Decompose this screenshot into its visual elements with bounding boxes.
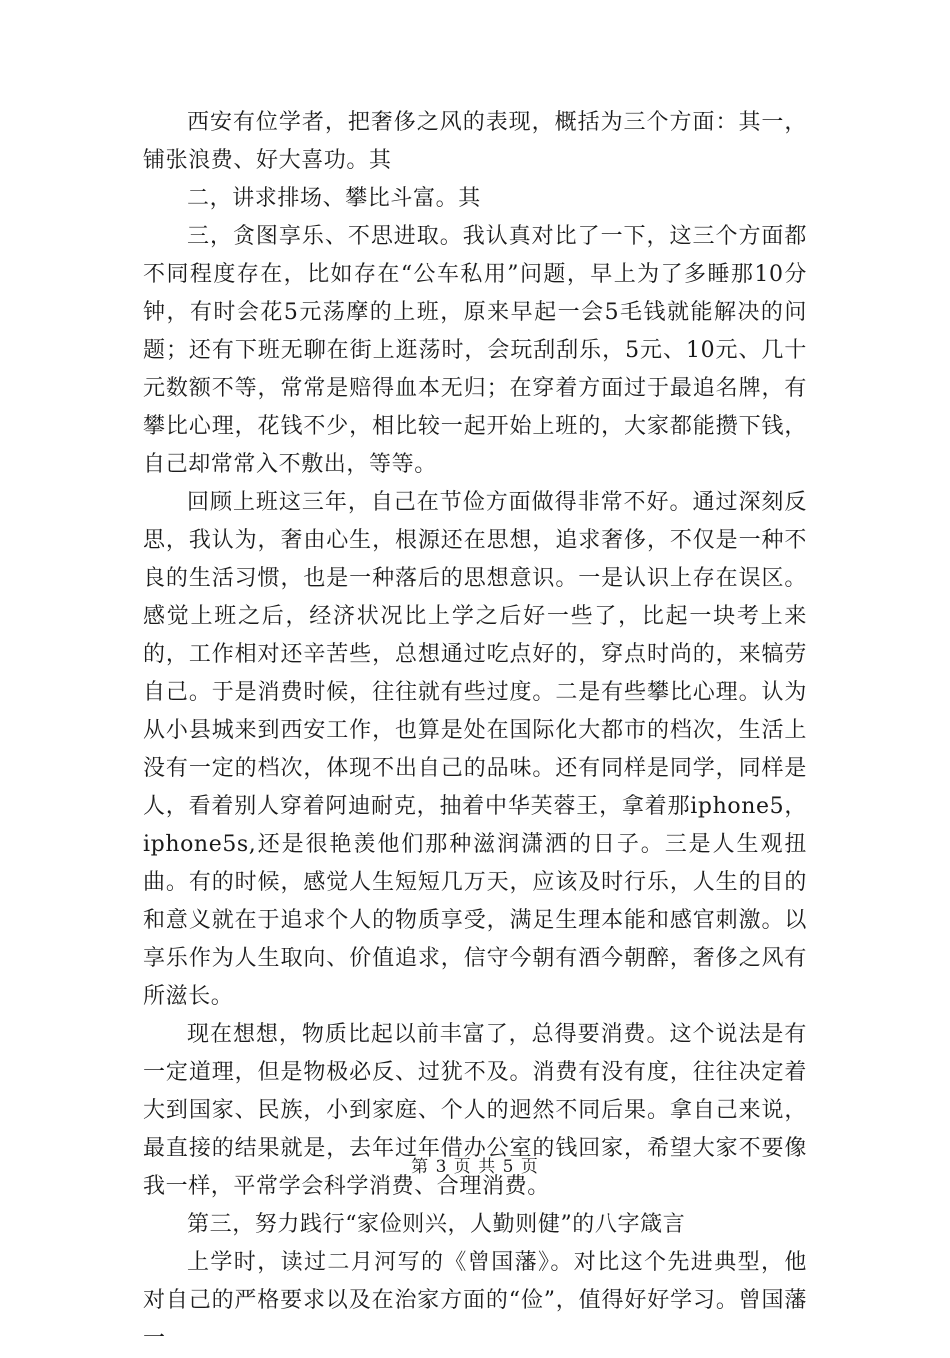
paragraph: 三，贪图享乐、不思进取。我认真对比了一下，这三个方面都不同程度存在，比如存在“公车私用”问题，早上为了多睡那10分钟，有时会花5元荡摩的上班，原来早起一会5毛钱就能解决的问题；还有下班无聊在街上逛荡时，会玩刮刮乐，5元、10元、几十元数额不等，常常是赔得血本无归；在穿着方面过于最追名牌，有攀比心理，花钱不少，相比较一起开始上班的，大家都能攒下钱，自己却常常入不敷出，等等。 — [143, 224, 807, 477]
paragraph: 现在想想，物质比起以前丰富了，总得要消费。这个说法是有一定道理，但是物极必反、过犹不及。消费有没有度，往往决定着大到国家、民族，小到家庭、个人的迥然不同后果。拿自己来说，最直接的结果就是，去年过年借办公室的钱回家，希望大家不要像我一样，平常学会科学消费、合理消费。 — [143, 1022, 807, 1199]
paragraph: 二，讲求排场、攀比斗富。其 — [187, 186, 481, 211]
paragraph: 第三，努力践行“家俭则兴，人勤则健”的八字箴言 — [187, 1212, 686, 1237]
paragraph: 上学时，读过二月河写的《曾国藩》。对比这个先进典型，他对自己的严格要求以及在治家方面的“俭”，值得好好学习。曾国藩一 — [143, 1250, 807, 1351]
paragraph: 西安有位学者，把奢侈之风的表现，概括为三个方面：其一，铺张浪费、好大喜功。其 — [143, 110, 807, 173]
paragraph: 回顾上班这三年，自己在节俭方面做得非常不好。通过深刻反思，我认为，奢由心生，根源还在思想，追求奢侈，不仅是一种不良的生活习惯，也是一种落后的思想意识。一是认识上存在误区。感觉上班之后，经济状况比上学之后好一些了，比起一块考上来的，工作相对还辛苦些，总想通过吃点好的，穿点时尚的，来犒劳自己。于是消费时候，往往就有些过度。二是有些攀比心理。认为从小县城来到西安工作，也算是处在国际化大都市的档次，生活上没有一定的档次，体现不出自己的品味。还有同样是同学，同样是人，看着别人穿着阿迪耐克，抽着中华芙蓉王，拿着那iphone5，iphone5s,还是很艳羡他们那种滋润潇洒的日子。三是人生观扭曲。有的时候，感觉人生短短几万天，应该及时行乐，人生的目的和意义就在于追求个人的物质享受，满足生理本能和感官刺激。以享乐作为人生取向、价值追求，信守今朝有酒今朝醉，奢侈之风有所滋长。 — [143, 490, 807, 1009]
page-number-footer: 第 3 页 共 5 页 — [411, 1157, 539, 1177]
